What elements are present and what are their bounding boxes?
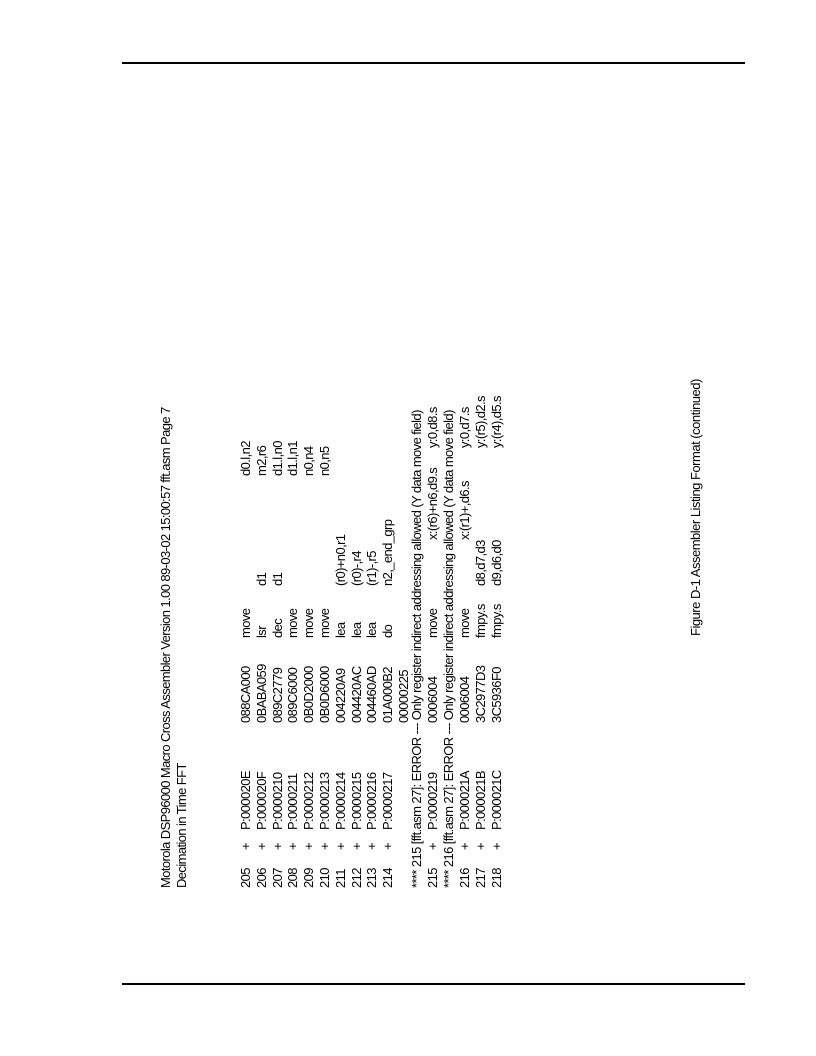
line-number: 212 xyxy=(348,868,364,888)
x-move-field: x:(r1)+,d6.s xyxy=(457,481,472,540)
opcode: 004460AD xyxy=(364,666,380,723)
macro-marker: + xyxy=(238,843,253,850)
address: P:0000213 xyxy=(317,772,332,830)
address: P:0000210 xyxy=(269,772,285,830)
opcode: 0BABA059 xyxy=(253,664,269,723)
listing-row xyxy=(254,288,270,888)
macro-marker: + xyxy=(473,843,488,850)
mnemonic: move xyxy=(238,608,253,638)
y-move-field: y:0,d7.s xyxy=(457,407,472,448)
listing-subtitle: Decimation in Time FFT xyxy=(174,763,189,888)
mnemonic: do xyxy=(380,624,396,638)
listing-row xyxy=(317,288,333,888)
line-number: 213 xyxy=(364,868,380,888)
line-number: 218 xyxy=(489,868,504,888)
listing-row xyxy=(238,288,254,888)
opcode: 00000225 xyxy=(396,669,411,723)
macro-marker: + xyxy=(269,843,285,850)
y-move-field: y:(r4),d5.s xyxy=(489,396,504,448)
macro-marker: + xyxy=(317,843,332,850)
macro-marker: + xyxy=(457,843,472,850)
line-number: 207 xyxy=(269,868,285,888)
macro-marker: + xyxy=(364,843,380,850)
line-number: 208 xyxy=(285,868,301,888)
mnemonic: fmpy.s xyxy=(489,604,504,638)
y-move-field: y:0,d8.s xyxy=(425,407,440,448)
listing-row xyxy=(489,288,505,888)
listing-row xyxy=(380,288,396,888)
line-number: 214 xyxy=(380,868,396,888)
error-message-216: **** 216 [fft.asm 27]: ERROR --- Only register indirect addressing allowed (Y data move field) xyxy=(441,410,456,888)
address: P:000020F xyxy=(253,771,269,830)
macro-marker: + xyxy=(301,843,317,850)
error-message-215: **** 215 [fft.asm 27]: ERROR --- Only register indirect addressing allowed (Y data move field) xyxy=(409,410,424,888)
macro-marker: + xyxy=(332,843,348,850)
macro-marker: + xyxy=(425,843,440,850)
line-number: 216 xyxy=(457,868,472,888)
data-move-field: d0.l,n2 xyxy=(238,441,253,476)
address: P:0000214 xyxy=(332,772,348,830)
macro-marker: + xyxy=(285,843,301,850)
address: P:000020E xyxy=(238,771,253,830)
line-number: 211 xyxy=(332,869,348,888)
opcode: 0B0D2000 xyxy=(301,666,317,723)
operands: (r0)-,r4 xyxy=(348,551,364,586)
line-number: 215 xyxy=(425,868,440,888)
macro-marker: + xyxy=(489,843,504,850)
data-move-field: d1.l,n0 xyxy=(269,441,285,476)
listing-row xyxy=(457,288,473,888)
operands: n2,_end_grp xyxy=(380,519,396,586)
listing-row xyxy=(425,288,441,888)
operands: (r0)+n0,r1 xyxy=(332,534,348,586)
opcode: 004220A9 xyxy=(332,668,348,723)
listing-row xyxy=(364,288,380,888)
address: P:0000212 xyxy=(301,772,317,830)
opcode: 3C5936F0 xyxy=(489,667,504,723)
operands: d9,d6,d0 xyxy=(489,540,504,586)
operands: d1 xyxy=(269,572,285,586)
assembler-listing xyxy=(158,328,518,888)
macro-marker: + xyxy=(253,843,269,850)
address: P:000021A xyxy=(457,771,472,830)
data-move-field: d1.l,n1 xyxy=(285,441,301,476)
line-number: 209 xyxy=(301,868,317,888)
address: P:0000211 xyxy=(285,773,301,830)
opcode: 01A000B2 xyxy=(380,667,396,723)
mnemonic: lea xyxy=(348,622,364,638)
opcode: 3C2977D3 xyxy=(473,665,488,723)
operands: (r1)-,r5 xyxy=(364,551,380,586)
opcode: 0006004 xyxy=(457,676,472,723)
operands: d8,d7,d3 xyxy=(473,540,488,586)
mnemonic: move xyxy=(285,608,301,638)
line-number: 217 xyxy=(473,868,488,888)
address: P:000021C xyxy=(489,770,504,830)
opcode: 0B0D6000 xyxy=(317,666,332,723)
opcode: 0006004 xyxy=(425,676,440,723)
address: P:0000217 xyxy=(380,772,396,830)
data-move-field: n0,n5 xyxy=(317,446,332,476)
mnemonic: move xyxy=(301,608,317,638)
mnemonic: dec xyxy=(269,618,285,638)
address: P:0000219 xyxy=(425,772,440,830)
macro-marker: + xyxy=(380,843,396,850)
listing-row xyxy=(270,288,286,888)
macro-marker: + xyxy=(348,843,364,850)
line-number: 210 xyxy=(317,868,332,888)
listing-title: Motorola DSP96000 Macro Cross Assembler Version 1.00 89-03-02 15:00:57 fft.asm Page 7 xyxy=(158,407,173,888)
listing-row xyxy=(333,288,349,888)
opcode: 088CA000 xyxy=(238,666,253,723)
bottom-rule xyxy=(122,983,745,985)
mnemonic: lea xyxy=(332,622,348,638)
figure-caption: Figure D-1 Assembler Listing Format (continued) xyxy=(688,379,703,636)
address: P:000021B xyxy=(473,771,488,830)
listing-row xyxy=(473,288,489,888)
line-number: 206 xyxy=(253,868,269,888)
opcode: 004420AC xyxy=(348,666,364,723)
listing-row xyxy=(349,288,365,888)
data-move-field: m2,r6 xyxy=(253,445,269,476)
y-move-field: y:(r5),d2.s xyxy=(473,396,488,448)
opcode: 089C6000 xyxy=(285,667,301,723)
top-rule xyxy=(122,62,745,64)
mnemonic: move xyxy=(317,608,332,638)
listing-row xyxy=(285,288,301,888)
mnemonic: move xyxy=(457,608,472,638)
opcode: 089C2779 xyxy=(269,667,285,723)
listing-row xyxy=(301,288,317,888)
address: P:0000216 xyxy=(364,772,380,830)
operands: d1 xyxy=(253,572,269,586)
x-move-field: x:(r6)+n6,d9.s xyxy=(425,467,440,540)
mnemonic: lsr xyxy=(253,626,269,638)
address: P:0000215 xyxy=(348,772,364,830)
mnemonic: move xyxy=(425,608,440,638)
data-move-field: n0,n4 xyxy=(301,446,317,476)
mnemonic: fmpy.s xyxy=(473,604,488,638)
mnemonic: lea xyxy=(364,622,380,638)
line-number: 205 xyxy=(238,868,253,888)
